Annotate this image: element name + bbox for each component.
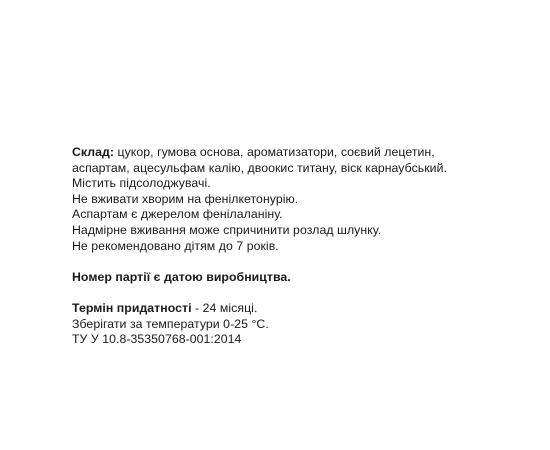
batch-note-text: Номер партії є датою виробництва. (72, 269, 291, 284)
shelf-life-text: - 24 місяці. (191, 300, 258, 315)
composition-paragraph (72, 145, 492, 192)
standard-line: ТУ У 10.8-35350768-001:2014 (72, 332, 242, 347)
batch-note (72, 270, 492, 286)
storage-line: Зберігати за температури 0-25 °С. (72, 316, 269, 331)
warning-line: Надмірне вживання може спричинити розлад шлунку. (72, 222, 382, 237)
spacer (72, 254, 492, 270)
product-label-text (72, 145, 492, 348)
warning-line: Не рекомендовано дітям до 7 років. (72, 238, 279, 253)
warning-line: Аспартам є джерелом фенілаланіну. (72, 207, 283, 222)
composition-text: цукор, гумова основа, ароматизатори, соєвий лецетин, аспартам, ацесульфам калію, двоокис титану, віск карнаубський. Містить підсолоджувачі. (72, 145, 447, 191)
composition-heading: Склад: (72, 145, 115, 159)
shelf-life-heading: Термін придатності (72, 300, 192, 315)
spacer (72, 285, 492, 301)
shelf-life-line (72, 301, 492, 317)
warning-line: Не вживати хворим на фенілкетонурію. (72, 191, 299, 206)
